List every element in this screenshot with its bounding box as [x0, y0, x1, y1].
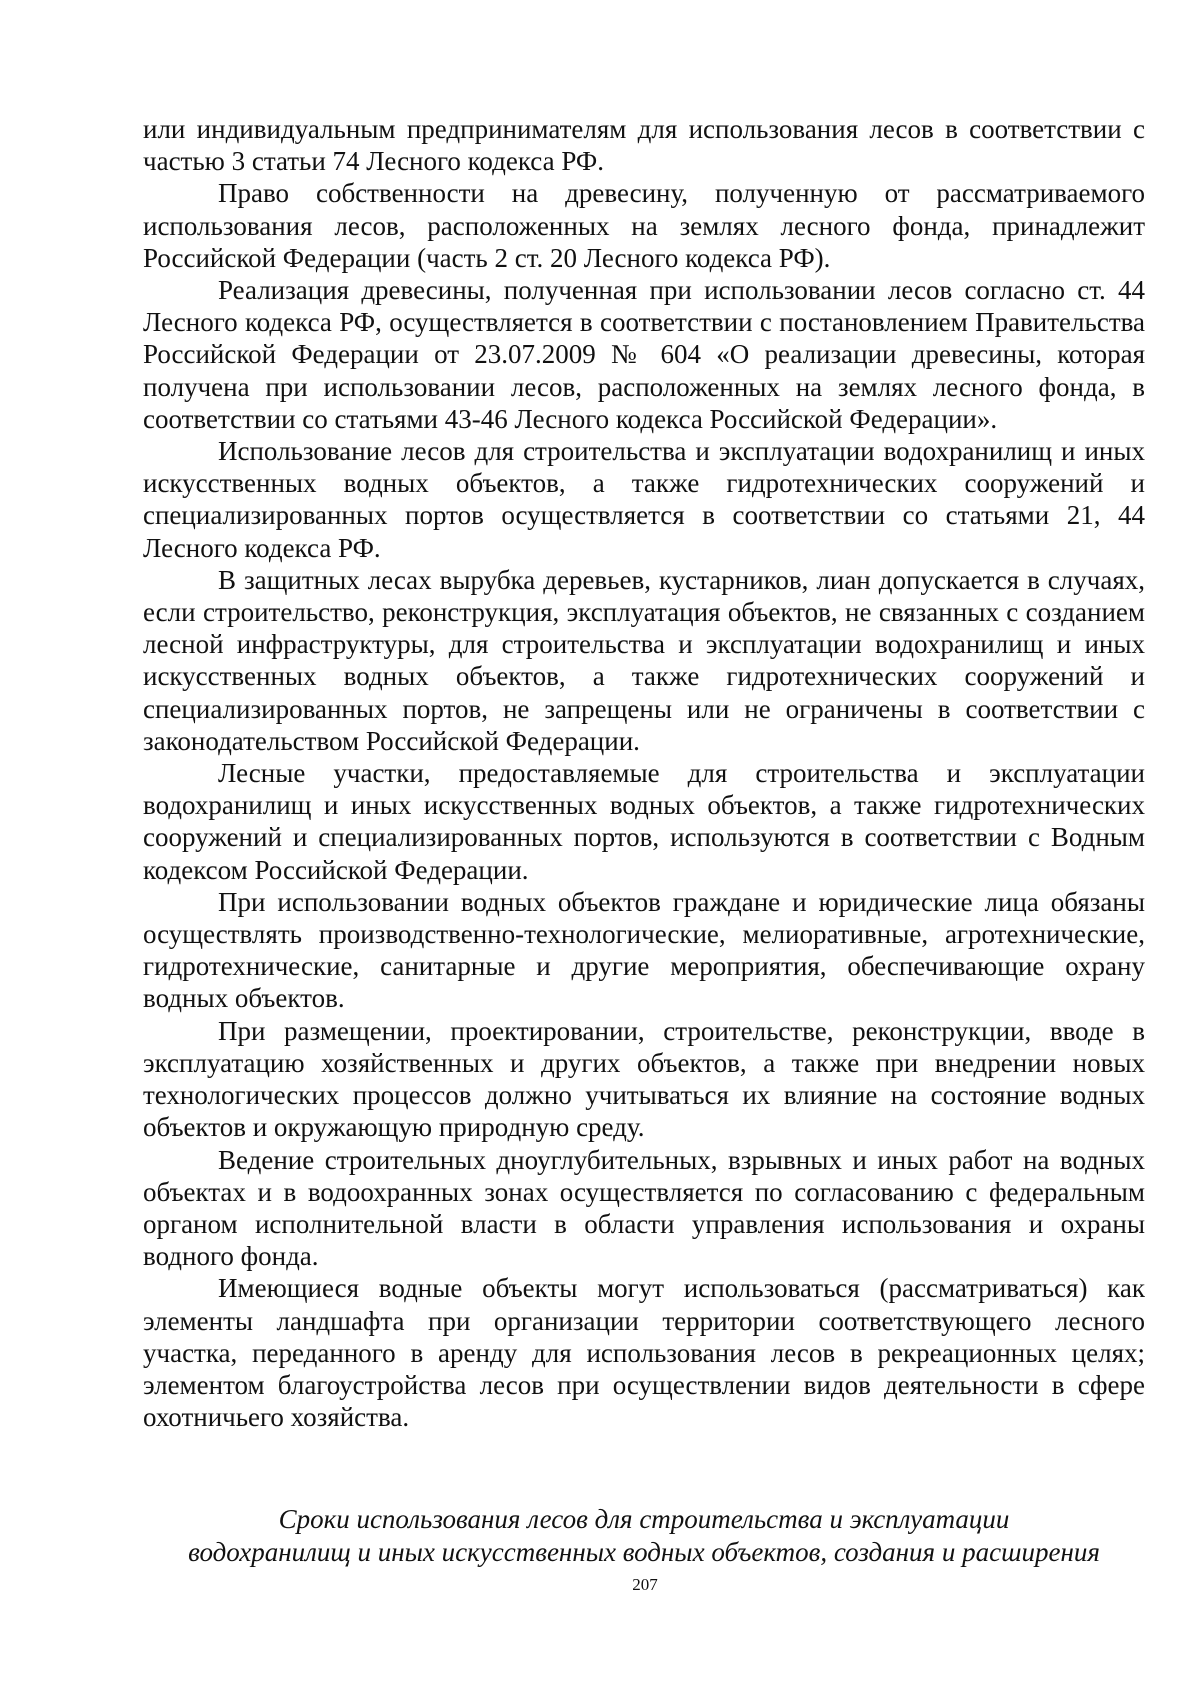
paragraph-5: В защитных лесах вырубка деревьев, кустарников, лиан допускается в случаях, если строительство, реконструкция, эксплуатация объектов, не связанных с созданием лесной инфраструктуры, для строительства и эксплуатации водохранилищ и иных искусственных водных объектов, а также гидротехнических сооружений и специализированных портов, не запрещены или не ограничены в соответствии с законодательством Российской Федерации.: [143, 564, 1145, 756]
paragraph-8: При размещении, проектировании, строительстве, реконструкции, вводе в эксплуатацию хозяйственных и других объектов, а также при внедрении новых технологических процессов должно учитываться их влияние на состояние водных объектов и окружающую природную среду.: [143, 1015, 1145, 1143]
paragraph-9: Ведение строительных дноуглубительных, взрывных и иных работ на водных объектах и в водоохранных зонах осуществляется по согласованию с федеральным органом исполнительной власти в области управления использования и охраны водного фонда.: [143, 1144, 1145, 1272]
paragraph-3: Реализация древесины, полученная при использовании лесов согласно ст. 44 Лесного кодекса РФ, осуществляется в соответствии с постановлением Правительства Российской Федерации от 23.07.2009 № 604 «О реализации древесины, которая получена при использовании лесов, расположенных на землях лесного фонда, в соответствии со статьями 43-46 Лесного кодекса Российской Федерации».: [143, 275, 1145, 434]
paragraph-4: Использование лесов для строительства и эксплуатации водохранилищ и иных искусственных водных объектов, а также гидротехнических сооружений и специализированных портов осуществляется в соответствии со статьями 21, 44 Лесного кодекса РФ.: [143, 436, 1145, 563]
document-body: [143, 113, 1145, 1433]
paragraph-1: или индивидуальным предпринимателям для использования лесов в соответствии с частью 3 статьи 74 Лесного кодекса РФ.: [143, 114, 1145, 177]
section-heading-line-1: Сроки использования лесов для строительства и эксплуатации: [278, 1504, 1010, 1534]
section-heading-line-2: водохранилищ и иных искусственных водных объектов, создания и расширения: [188, 1537, 1100, 1567]
paragraph-10: Имеющиеся водные объекты могут использоваться (рассматриваться) как элементы ландшафта при организации территории соответствующего лесного участка, переданного в аренду для использования лесов в рекреационных целях; элементом благоустройства лесов при осуществлении видов деятельности в сфере охотничьего хозяйства.: [143, 1273, 1145, 1433]
paragraph-2: Право собственности на древесину, полученную от рассматриваемого использования лесов, расположенных на землях лесного фонда, принадлежит Российской Федерации (часть 2 ст. 20 Лесного кодекса РФ).: [143, 178, 1145, 273]
section-heading: [143, 1503, 1145, 1569]
page-number: 207: [632, 1575, 658, 1594]
paragraph-6: Лесные участки, предоставляемые для строительства и эксплуатации водохранилищ и иных искусственных водных объектов, а также гидротехнических сооружений и специализированных портов, используются в соответствии с Водным кодексом Российской Федерации.: [143, 758, 1145, 885]
paragraph-7: При использовании водных объектов граждане и юридические лица обязаны осуществлять производственно-технологические, мелиоративные, агротехнические, гидротехнические, санитарные и другие мероприятия, обеспечивающие охрану водных объектов.: [143, 886, 1145, 1014]
